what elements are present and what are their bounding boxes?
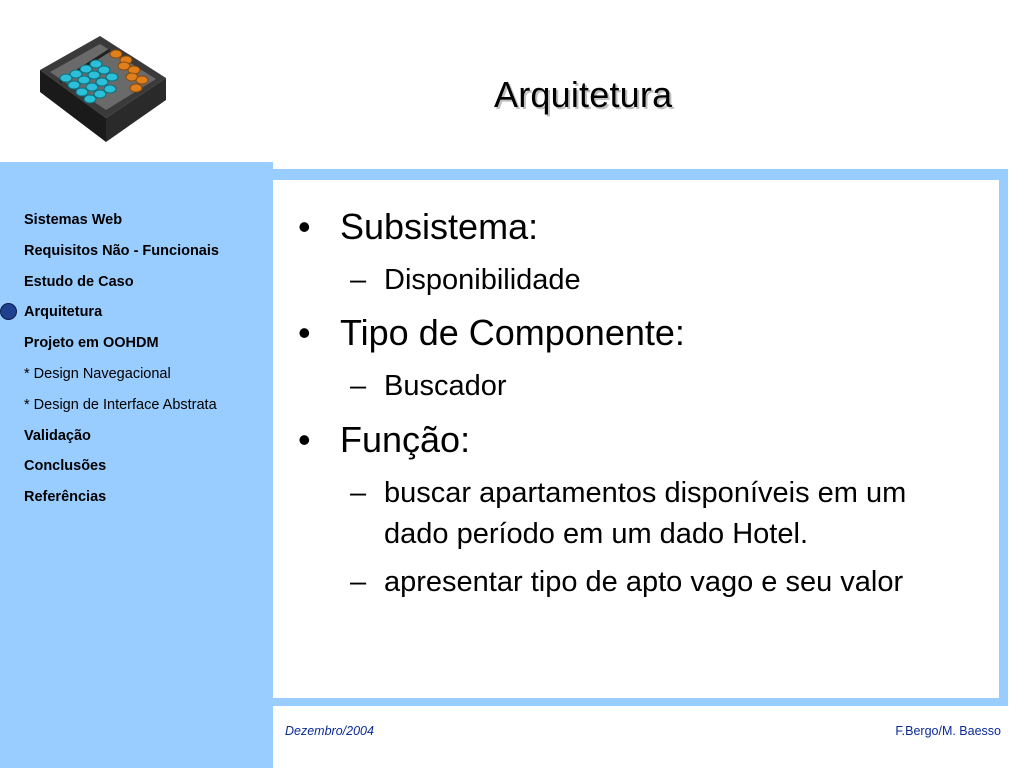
subbullet-text: apresentar tipo de apto vago e seu valor — [384, 566, 904, 598]
dash-icon: – — [350, 264, 367, 296]
sidebar-item-estudo-de-caso[interactable]: Estudo de Caso — [24, 273, 134, 290]
subbullet-disponibilidade — [350, 260, 974, 301]
bullet-icon: • — [298, 312, 311, 353]
subbullet-buscador — [350, 366, 974, 407]
bullet-icon: • — [298, 206, 311, 247]
sidebar-item-sistemas-web[interactable]: Sistemas Web — [24, 212, 123, 228]
sidebar-item-referencias[interactable]: Referências — [24, 489, 107, 506]
sidebar-item-design-navegacional[interactable]: * Design Navegacional — [24, 365, 171, 382]
sidebar-item-projeto-oohdm[interactable]: Projeto em OOHDM — [24, 335, 159, 352]
subbullet-text: buscar apartamentos disponíveis em um dado período em um dado Hotel. — [384, 477, 907, 550]
bullet-text: Função: — [340, 419, 471, 460]
sidebar-item-arquitetura[interactable] — [24, 304, 219, 335]
abacus-icon — [36, 32, 170, 150]
bullet-text: Tipo de Componente: — [340, 312, 685, 353]
sidebar-item-requisitos[interactable]: Requisitos Não - Funcionais — [24, 242, 219, 259]
sidebar-item-validacao[interactable]: Validação — [24, 427, 91, 444]
bullet-icon: • — [298, 419, 311, 460]
subbullet-buscar — [350, 473, 974, 555]
sidebar-item-design-interface[interactable]: * Design de Interface Abstrata — [24, 396, 217, 413]
dash-icon: – — [350, 477, 367, 509]
sidebar-item-label: Arquitetura — [24, 304, 103, 321]
content-area — [273, 180, 999, 698]
bullet-subsistema — [298, 206, 539, 248]
footer-authors: F.Bergo/M. Baesso — [895, 724, 1001, 738]
bullet-text: Subsistema: — [340, 206, 539, 247]
subbullet-text: Disponibilidade — [384, 264, 581, 296]
sidebar-item-conclusoes[interactable]: Conclusões — [24, 458, 107, 475]
subbullet-apresentar — [350, 562, 974, 603]
bullet-tipo-componente — [298, 312, 685, 354]
bullet-funcao — [298, 419, 471, 461]
dash-icon: – — [350, 370, 367, 402]
subbullet-text: Buscador — [384, 370, 507, 402]
footer-date: Dezembro/2004 — [285, 724, 374, 738]
dash-icon: – — [350, 566, 367, 598]
page-title: Arquitetura — [494, 74, 673, 115]
sidebar-nav — [24, 212, 219, 520]
